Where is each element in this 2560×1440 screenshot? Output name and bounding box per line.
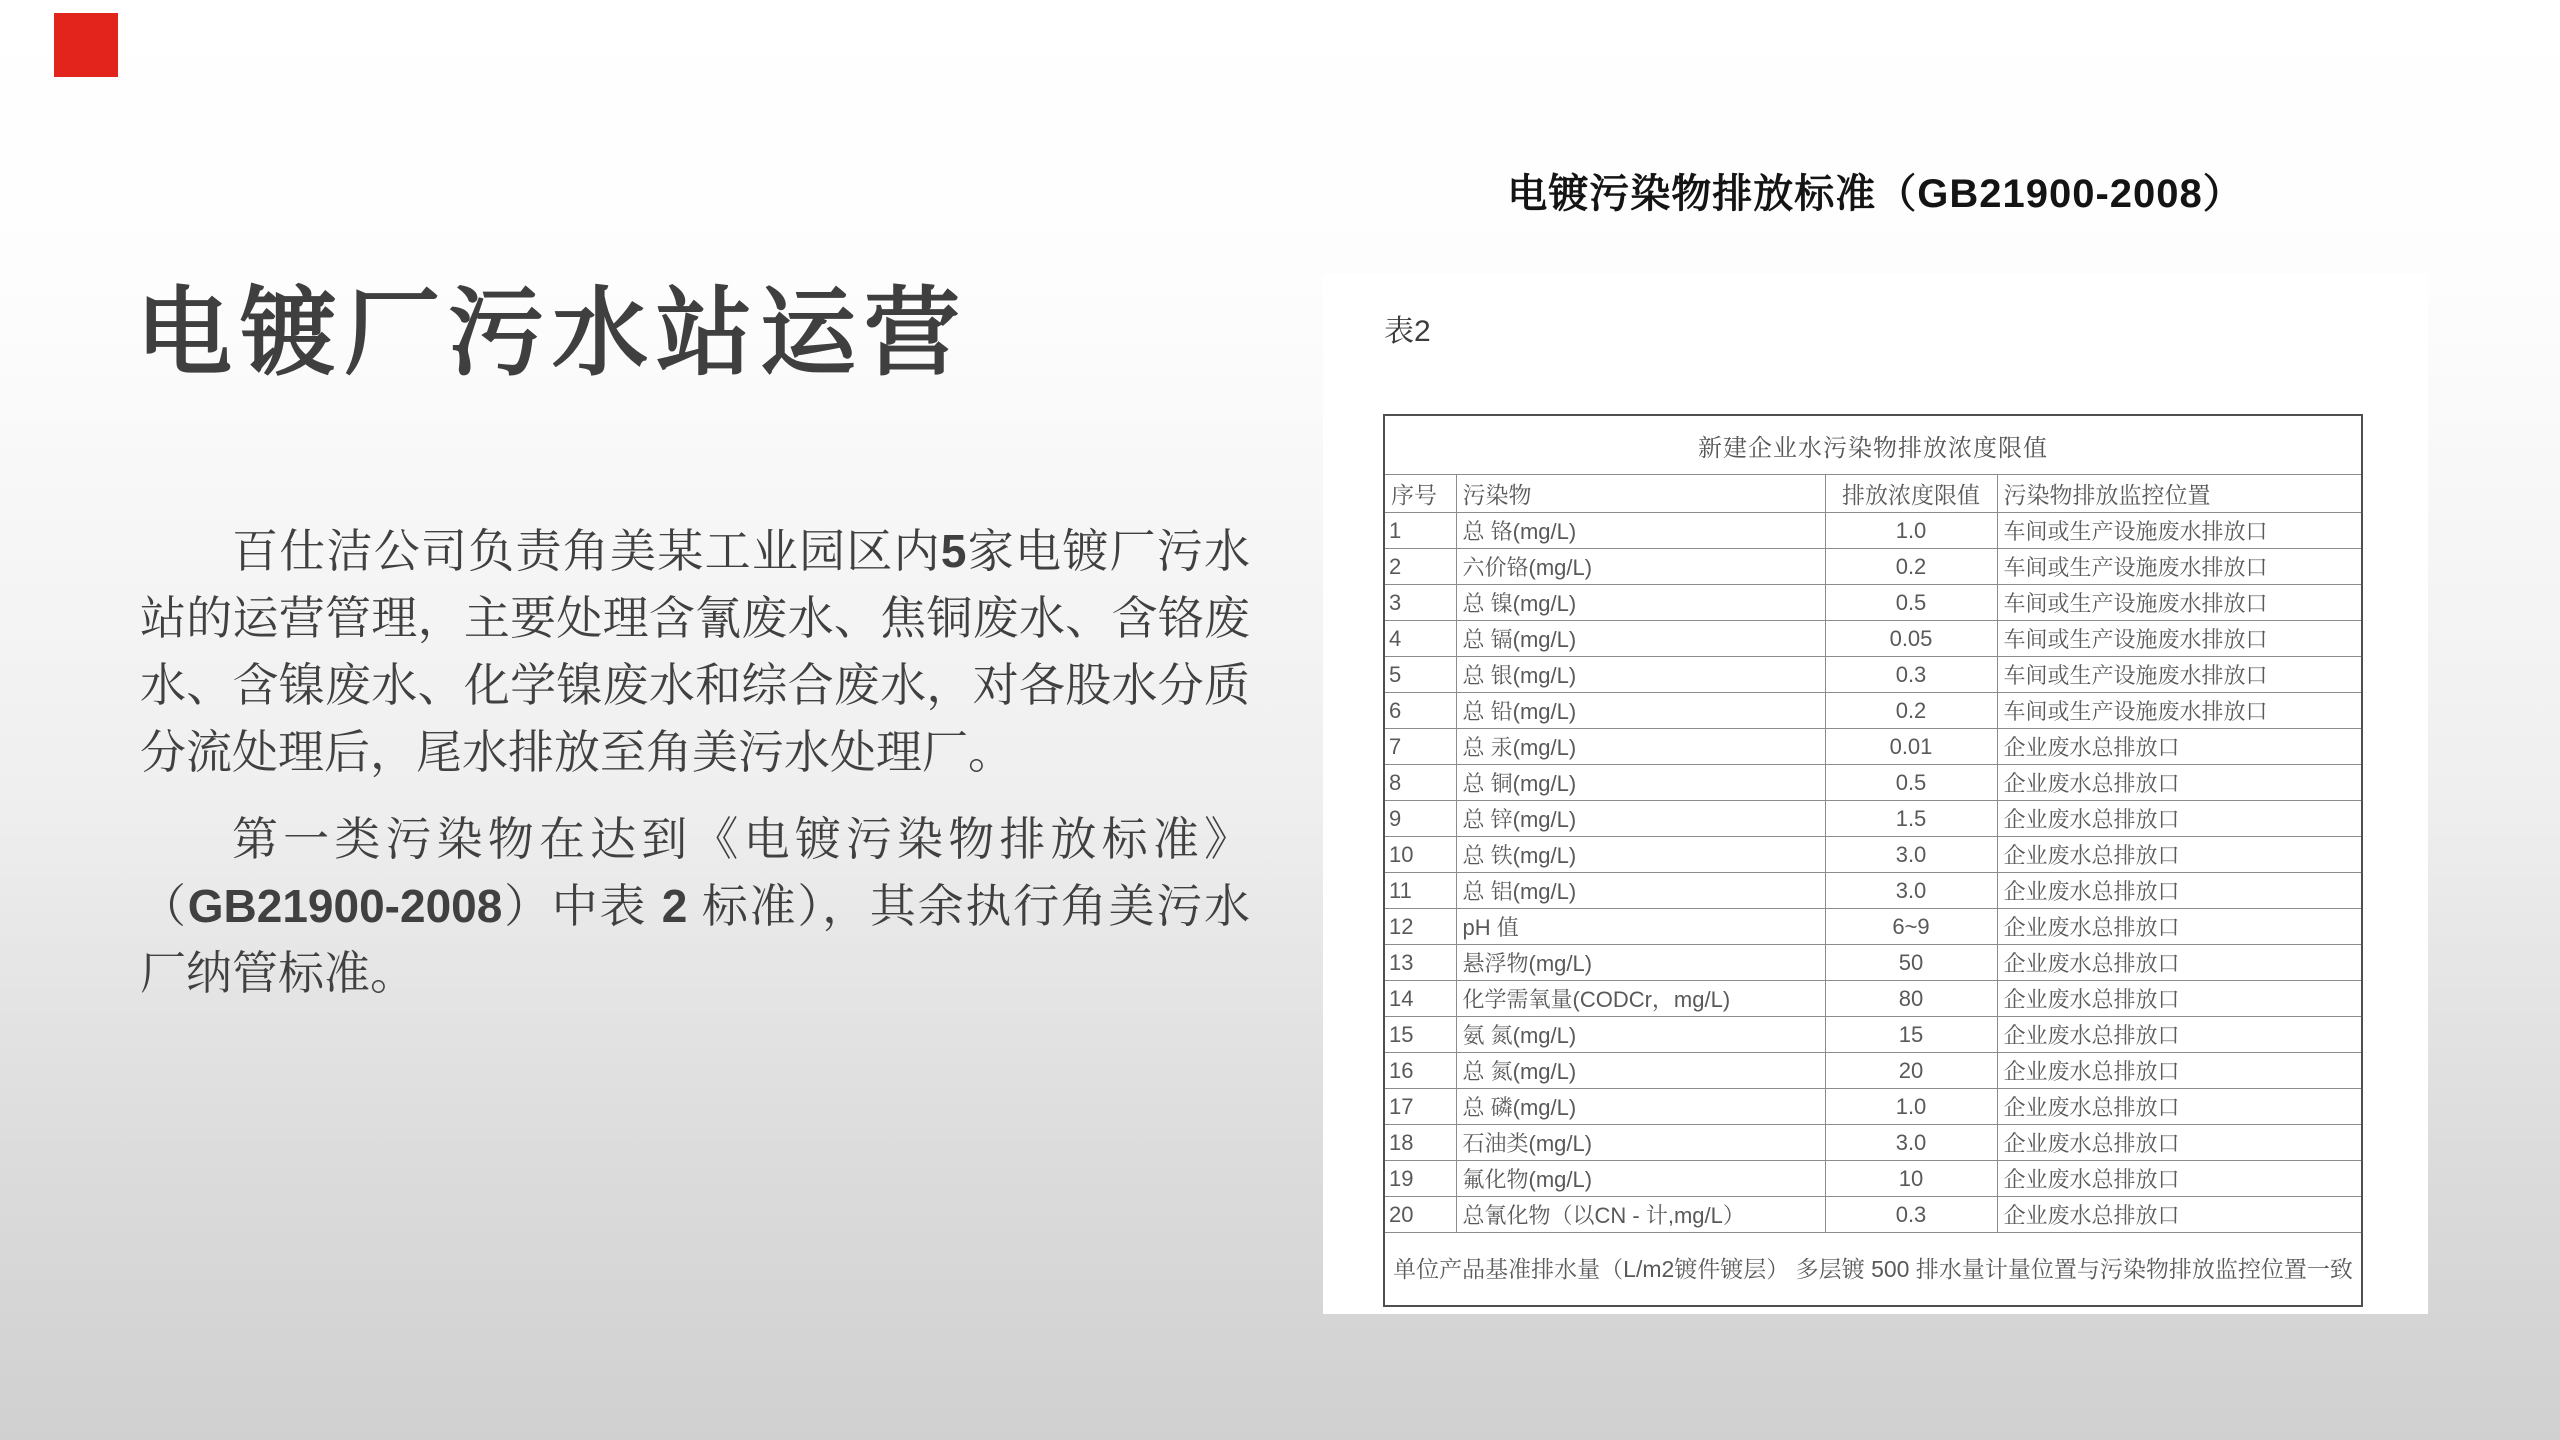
standard-heading: 电镀污染物排放标准（GB21900-2008） [1507,172,2244,216]
table-row: 10 总 铁(mg/L) 3.0 企业废水总排放口 [1384,837,2362,873]
table-body [1384,513,2362,1233]
paragraph-company-intro: 百仕洁公司负责角美某工业园区内5家电镀厂污水站的运营管理，主要处理含氰废水、焦铜废水、含铬废水、含镍废水、化学镍废水和综合废水，对各股水分质分流处理后，尾水排放至角美污水处理厂。 [140,525,1251,778]
table-title: 新建企业水污染物排放浓度限值 [1384,415,2362,475]
table-footnote: 单位产品基准排水量（L/m2镀件镀层） 多层镀 500 排水量计量位置与污染物排放监控位置一致 [1384,1233,2362,1307]
slide-title: 电镀厂污水站运营 [136,280,968,387]
table-row: 17 总 磷(mg/L) 1.0 企业废水总排放口 [1384,1089,2362,1125]
table-row: 12 pH 值 6~9 企业废水总排放口 [1384,909,2362,945]
col-header-pollutant: 污染物 [1456,475,1825,513]
table-row: 18 石油类(mg/L) 3.0 企业废水总排放口 [1384,1125,2362,1161]
table-header-row [1384,475,2362,513]
table-row: 4 总 镉(mg/L) 0.05 车间或生产设施废水排放口 [1384,621,2362,657]
table-row: 8 总 铜(mg/L) 0.5 企业废水总排放口 [1384,765,2362,801]
table-row: 1 总 铬(mg/L) 1.0 车间或生产设施废水排放口 [1384,513,2362,549]
slide-body [140,518,1250,1027]
paragraph-standard-note: 第一类污染物在达到《电镀污染物排放标准》（GB21900-2008）中表 2 标准），其余执行角美污水厂纳管标准。 [140,813,1251,999]
table-footnote-row [1384,1233,2362,1307]
table-row: 9 总 锌(mg/L) 1.5 企业废水总排放口 [1384,801,2362,837]
table-row: 15 氨 氮(mg/L) 15 企业废水总排放口 [1384,1017,2362,1053]
table-row: 5 总 银(mg/L) 0.3 车间或生产设施废水排放口 [1384,657,2362,693]
table-row: 2 六价铬(mg/L) 0.2 车间或生产设施废水排放口 [1384,549,2362,585]
standard-table-panel [1323,274,2428,1314]
table-row: 16 总 氮(mg/L) 20 企业废水总排放口 [1384,1053,2362,1089]
table-row: 19 氟化物(mg/L) 10 企业废水总排放口 [1384,1161,2362,1197]
table-head [1384,415,2362,513]
table-title-row [1384,415,2362,475]
col-header-index: 序号 [1384,475,1456,513]
table-row: 11 总 铝(mg/L) 3.0 企业废水总排放口 [1384,873,2362,909]
table-foot [1384,1233,2362,1307]
red-accent-square [54,13,118,77]
table-row: 14 化学需氧量(CODCr，mg/L) 80 企业废水总排放口 [1384,981,2362,1017]
col-header-limit: 排放浓度限值 [1825,475,1997,513]
table-row: 3 总 镍(mg/L) 0.5 车间或生产设施废水排放口 [1384,585,2362,621]
table-row: 7 总 汞(mg/L) 0.01 企业废水总排放口 [1384,729,2362,765]
table-row: 6 总 铅(mg/L) 0.2 车间或生产设施废水排放口 [1384,693,2362,729]
table-row: 13 悬浮物(mg/L) 50 企业废水总排放口 [1384,945,2362,981]
col-header-location: 污染物排放监控位置 [1997,475,2362,513]
table-row: 20 总氰化物（以CN - 计,mg/L） 0.3 企业废水总排放口 [1384,1197,2362,1233]
table-label: 表2 [1384,315,1431,348]
emission-limits-table [1383,414,2363,1307]
